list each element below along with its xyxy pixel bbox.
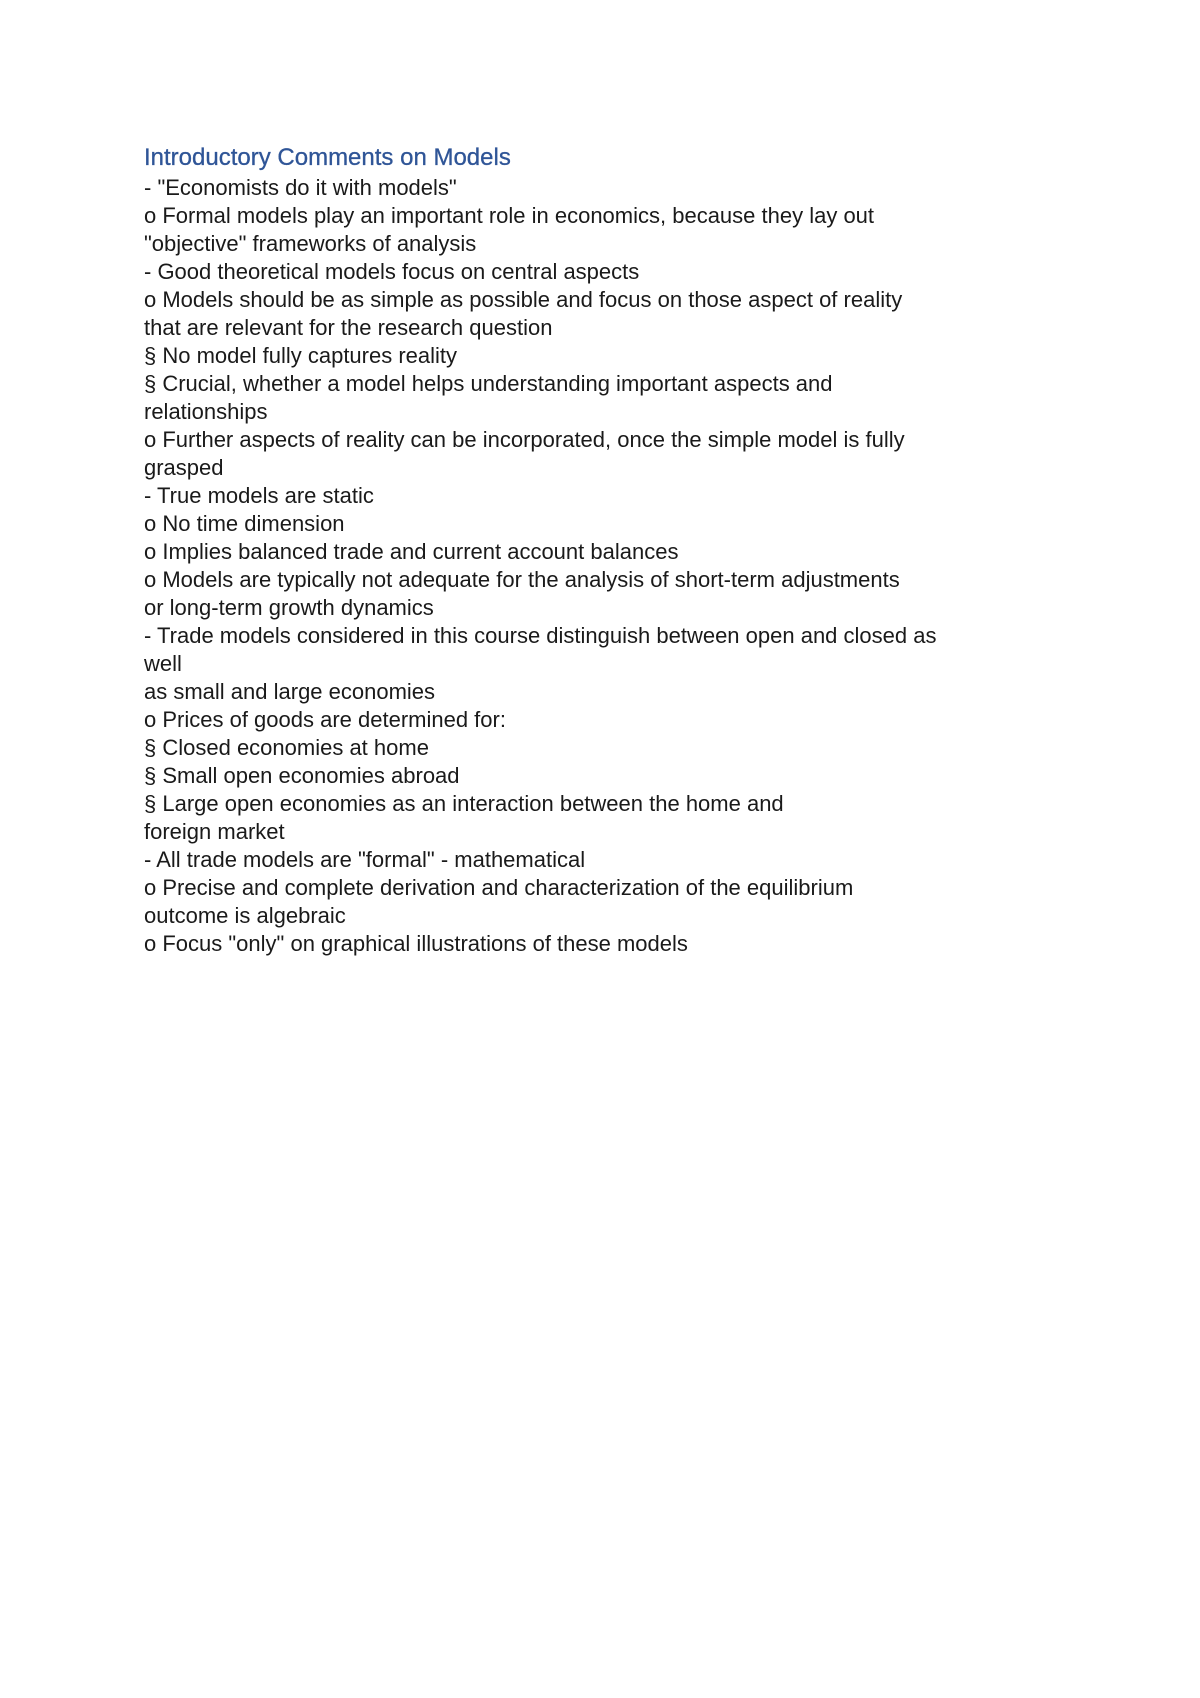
text-line: § Closed economies at home: [144, 735, 429, 760]
text-line: - "Economists do it with models": [144, 175, 457, 200]
text-line: § Crucial, whether a model helps understanding important aspects and: [144, 371, 833, 396]
text-line: - Good theoretical models focus on central aspects: [144, 259, 640, 284]
text-line: relationships: [144, 399, 268, 424]
text-line: o Models are typically not adequate for the analysis of short-term adjustments: [144, 567, 900, 592]
text-line: o No time dimension: [144, 511, 345, 536]
text-line: - True models are static: [144, 483, 374, 508]
text-line: o Further aspects of reality can be incorporated, once the simple model is fully: [144, 427, 905, 452]
text-line: as small and large economies: [144, 679, 436, 704]
text-line: o Prices of goods are determined for:: [144, 707, 506, 732]
text-line: that are relevant for the research question: [144, 315, 553, 340]
text-line: well: [144, 651, 182, 676]
text-line: - All trade models are "formal" - mathematical: [144, 847, 586, 872]
text-line: "objective" frameworks of analysis: [144, 231, 477, 256]
text-line: § Large open economies as an interaction between the home and: [144, 791, 784, 816]
text-line: o Formal models play an important role in economics, because they lay out: [144, 203, 875, 228]
text-line: o Models should be as simple as possible and focus on those aspect of reality: [144, 287, 903, 312]
text-line: outcome is algebraic: [144, 903, 346, 928]
document-body: [144, 142, 1044, 958]
text-line: § Small open economies abroad: [144, 763, 460, 788]
text-line: o Implies balanced trade and current account balances: [144, 539, 679, 564]
text-line: - Trade models considered in this course distinguish between open and closed as: [144, 623, 937, 648]
text-line: grasped: [144, 455, 224, 480]
text-line: foreign market: [144, 819, 285, 844]
section-heading: Introductory Comments on Models: [144, 144, 511, 171]
text-line: o Precise and complete derivation and characterization of the equilibrium: [144, 875, 854, 900]
text-line: or long-term growth dynamics: [144, 595, 434, 620]
text-line: o Focus "only" on graphical illustrations of these models: [144, 931, 688, 956]
text-line: § No model fully captures reality: [144, 343, 458, 368]
